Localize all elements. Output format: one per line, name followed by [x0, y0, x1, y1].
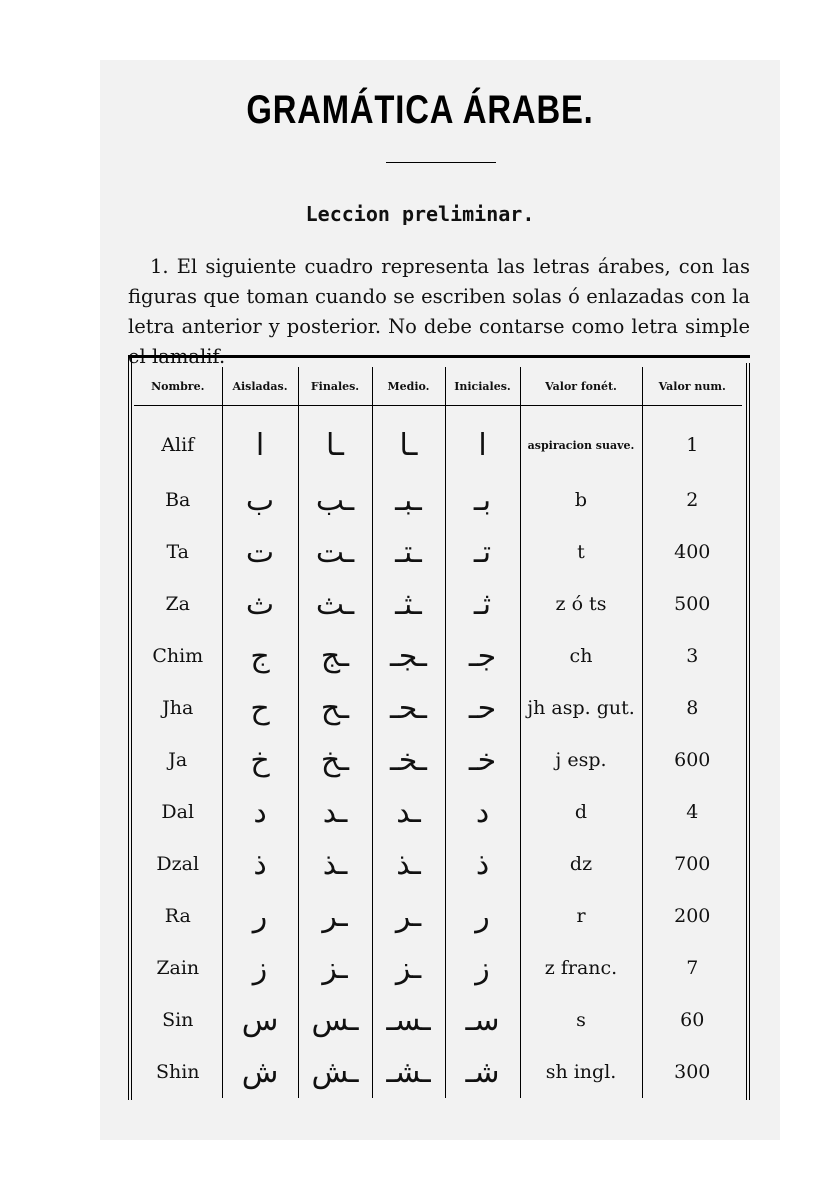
cell-valor-num: 300 [642, 1046, 742, 1098]
cell-nombre: Jha [162, 697, 194, 719]
arabic-letters-table [134, 367, 742, 1098]
cell-medio: ـشـ [372, 1046, 445, 1098]
cell-inicial: ذ [445, 838, 520, 890]
cell-aislada: ز [222, 942, 298, 994]
table-row [134, 682, 742, 734]
cell-nombre: Za [165, 593, 191, 615]
cell-valor-fonet: b [520, 474, 642, 526]
table-row [134, 1046, 742, 1098]
cell-aislada: ر [222, 890, 298, 942]
cell-valor-num: 2 [642, 474, 742, 526]
table-row [134, 838, 742, 890]
cell-final: ـت [298, 526, 372, 578]
cell-inicial: ز [445, 942, 520, 994]
cell-valor-num: 500 [642, 578, 742, 630]
cell-medio: ـحـ [372, 682, 445, 734]
table-row [134, 734, 742, 786]
cell-valor-num: 3 [642, 630, 742, 682]
cell-final: ـر [298, 890, 372, 942]
cell-valor-num: 60 [642, 994, 742, 1046]
table-header-row [134, 367, 742, 406]
paragraph-text: El siguiente cuadro representa las letras árabes, con las figuras que toman cuando se escriben solas ó enlazadas con la letra anterior y posterior. No debe contarse como letra simple el lamalif. [128, 255, 751, 368]
table-row [134, 474, 742, 526]
cell-valor-num: 600 [642, 734, 742, 786]
table-row [134, 526, 742, 578]
header-finales: Finales. [298, 367, 372, 406]
cell-aislada: د [222, 786, 298, 838]
cell-inicial: د [445, 786, 520, 838]
cell-final: ـث [298, 578, 372, 630]
cell-inicial: حـ [445, 682, 520, 734]
cell-valor-num: 8 [642, 682, 742, 734]
cell-nombre: Ta [166, 541, 190, 563]
cell-nombre: Zain [156, 957, 200, 979]
cell-aislada: ح [222, 682, 298, 734]
cell-valor-num: 4 [642, 786, 742, 838]
table-row [134, 890, 742, 942]
cell-medio: ـذ [372, 838, 445, 890]
cell-aislada: ث [222, 578, 298, 630]
cell-medio: ـر [372, 890, 445, 942]
intro-paragraph [128, 252, 750, 372]
header-iniciales: Iniciales. [445, 367, 520, 406]
cell-valor-num: 200 [642, 890, 742, 942]
header-aisladas: Aisladas. [222, 367, 298, 406]
table-row [134, 786, 742, 838]
cell-nombre: Dal [161, 801, 195, 823]
cell-inicial: خـ [445, 734, 520, 786]
cell-inicial: سـ [445, 994, 520, 1046]
cell-final: ـز [298, 942, 372, 994]
table-row [134, 994, 742, 1046]
cell-nombre: Chim [152, 645, 204, 667]
cell-inicial: ر [445, 890, 520, 942]
cell-medio: ـخـ [372, 734, 445, 786]
cell-final: ـش [298, 1046, 372, 1098]
cell-valor-fonet: r [520, 890, 642, 942]
title-divider [386, 162, 496, 163]
table-row [134, 406, 742, 475]
table-row [134, 630, 742, 682]
cell-valor-num: 1 [642, 406, 742, 475]
page-title: GRAMÁTICA ÁRABE. [246, 88, 594, 132]
cell-valor-num: 400 [642, 526, 742, 578]
frame-right-border [746, 363, 750, 1100]
cell-inicial: شـ [445, 1046, 520, 1098]
cell-aislada: ب [222, 474, 298, 526]
cell-aislada: س [222, 994, 298, 1046]
cell-valor-fonet: aspiracion suave. [520, 406, 642, 475]
cell-inicial: تـ [445, 526, 520, 578]
cell-valor-fonet: dz [520, 838, 642, 890]
cell-medio: ـا [372, 406, 445, 475]
cell-medio: ـثـ [372, 578, 445, 630]
cell-nombre: Alif [161, 434, 195, 456]
cell-valor-fonet: z franc. [520, 942, 642, 994]
cell-aislada: ج [222, 630, 298, 682]
header-nombre: Nombre. [134, 367, 222, 406]
frame-left-border [128, 355, 132, 1100]
cell-valor-fonet: d [520, 786, 642, 838]
table-row [134, 578, 742, 630]
cell-valor-fonet: t [520, 526, 642, 578]
table-row [134, 942, 742, 994]
lesson-heading: Leccion preliminar. [305, 202, 535, 226]
cell-final: ـس [298, 994, 372, 1046]
cell-aislada: ذ [222, 838, 298, 890]
cell-medio: ـبـ [372, 474, 445, 526]
header-valor-fonet: Valor fonét. [520, 367, 642, 406]
cell-nombre: Ra [164, 905, 191, 927]
cell-nombre: Sin [162, 1009, 194, 1031]
cell-final: ـب [298, 474, 372, 526]
cell-medio: ـتـ [372, 526, 445, 578]
cell-valor-fonet: j esp. [520, 734, 642, 786]
cell-valor-fonet: s [520, 994, 642, 1046]
cell-final: ـا [298, 406, 372, 475]
cell-final: ـخ [298, 734, 372, 786]
frame-top-border [128, 355, 750, 358]
cell-medio: ـسـ [372, 994, 445, 1046]
cell-nombre: Dzal [156, 853, 200, 875]
cell-nombre: Ja [168, 749, 188, 771]
cell-final: ـج [298, 630, 372, 682]
cell-inicial: ا [445, 406, 520, 475]
cell-medio: ـد [372, 786, 445, 838]
cell-final: ـح [298, 682, 372, 734]
cell-valor-fonet: jh asp. gut. [520, 682, 642, 734]
cell-valor-fonet: sh ingl. [520, 1046, 642, 1098]
paragraph-number: 1. [150, 255, 169, 278]
cell-aislada: خ [222, 734, 298, 786]
cell-inicial: ثـ [445, 578, 520, 630]
header-medio: Medio. [372, 367, 445, 406]
cell-medio: ـز [372, 942, 445, 994]
cell-inicial: بـ [445, 474, 520, 526]
cell-valor-num: 700 [642, 838, 742, 890]
cell-inicial: جـ [445, 630, 520, 682]
cell-valor-fonet: z ó ts [520, 578, 642, 630]
cell-nombre: Shin [155, 1061, 200, 1083]
cell-final: ـذ [298, 838, 372, 890]
cell-aislada: ش [222, 1046, 298, 1098]
cell-nombre: Ba [165, 489, 191, 511]
cell-valor-fonet: ch [520, 630, 642, 682]
cell-aislada: ا [222, 406, 298, 475]
cell-aislada: ت [222, 526, 298, 578]
cell-valor-num: 7 [642, 942, 742, 994]
letters-table-frame [128, 355, 750, 1100]
cell-final: ـد [298, 786, 372, 838]
header-valor-num: Valor num. [642, 367, 742, 406]
cell-medio: ـجـ [372, 630, 445, 682]
